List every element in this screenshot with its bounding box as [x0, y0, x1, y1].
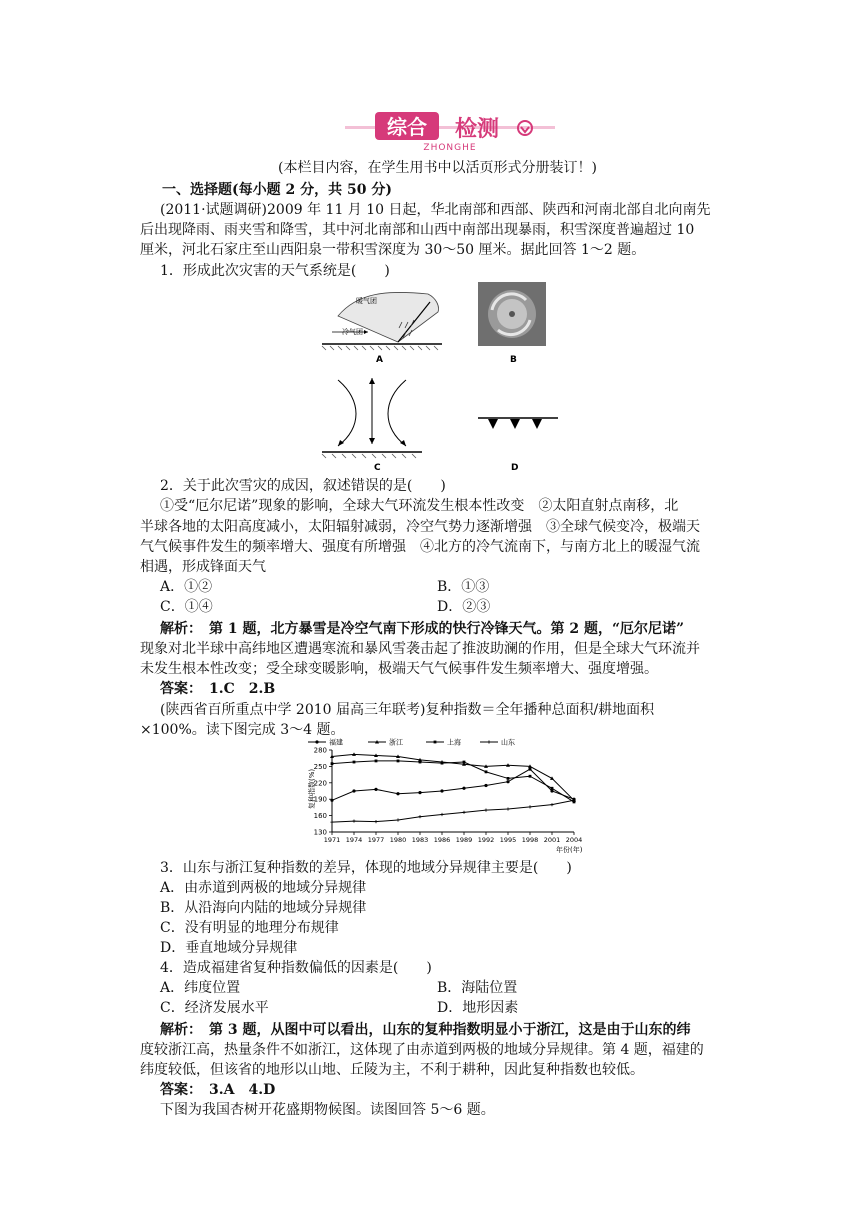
data-point — [396, 818, 399, 821]
legend-label: 上海 — [447, 738, 461, 747]
chart-plot — [330, 752, 576, 823]
data-point — [441, 762, 444, 765]
legend-marker — [434, 741, 437, 744]
series-line-4 — [332, 800, 574, 822]
intro-line: 后出现降雨、雨夹雪和降雪，其中河北南部和山西中南部出现暴雨，积雪深度普遍超过 10 — [140, 222, 695, 238]
q2-option-b: B．①③ — [437, 579, 490, 595]
x-tick-label: 1992 — [477, 836, 495, 844]
question-3: 3．山东与浙江复种指数的差异，体现的地域分异规律主要是( ) — [160, 860, 572, 876]
multiple-cropping-chart — [300, 736, 590, 856]
q2-text-line: ①受“厄尔尼诺”现象的影响，全球大气环流发生根本性改变 ②太阳直射点南移，北 — [160, 498, 679, 514]
y-tick-label: 280 — [313, 746, 327, 755]
intro3: 下图为我国杏树开花盛期物候图。读图回答 5～6 题。 — [160, 1102, 495, 1118]
header-note: (本栏目内容，在学生用书中以活页形式分册装订！) — [278, 160, 597, 176]
explanation-line: 未发生根本性改变；受全球变暖影响，极端天气气候事件发生频率增大、强度增强。 — [140, 661, 658, 677]
explanation-line: 现象对北半球中高纬地区遭遇寒流和暴风雪袭击起了推波助澜的作用，但是全球大气环流并 — [140, 641, 700, 657]
data-point — [506, 807, 509, 810]
data-point — [507, 777, 510, 780]
x-tick-label: 1986 — [433, 836, 451, 844]
figure-b-satellite — [478, 282, 546, 365]
figure-a-cold-front — [322, 292, 442, 365]
q2-text-line: 气气候事件发生的频率增大、强度有所增强 ④北方的冷气流南下，与南方北上的暖湿气流 — [140, 539, 700, 555]
data-point — [484, 784, 487, 787]
question-2: 2．关于此次雪灾的成因，叙述错误的是( ) — [160, 478, 446, 494]
data-point — [463, 761, 466, 764]
x-tick-label: 1971 — [323, 836, 341, 844]
explanation2-line: 解析： 第 3 题，从图中可以看出，山东的复种指数明显小于浙江，这是由于山东的纬 — [160, 1022, 691, 1038]
q4-option-c: C．经济发展水平 — [160, 1000, 269, 1016]
y-tick-label: 250 — [313, 762, 327, 771]
q2-option-c: C．①④ — [160, 599, 213, 615]
q4-option-d: D．地形因素 — [437, 1000, 519, 1016]
legend-label: 福建 — [329, 738, 343, 747]
data-point — [528, 805, 531, 808]
cold-air-label: 冷气团 — [342, 328, 363, 336]
explanation2-line: 纬度较低，但该省的地形以山地、丘陵为主，不利于耕种，因此复种指数也较低。 — [140, 1062, 644, 1078]
data-point — [330, 821, 333, 824]
legend-label: 山东 — [501, 738, 515, 747]
chart-legend — [308, 738, 515, 747]
q4-option-a: A．纬度位置 — [160, 980, 241, 996]
legend-marker — [315, 740, 318, 743]
answer-2: 答案： 3.A 4.D — [160, 1082, 276, 1098]
data-point — [418, 815, 421, 818]
data-point — [550, 803, 553, 806]
x-tick-label: 1977 — [367, 836, 385, 844]
banner-title-1: 综合 — [387, 115, 427, 139]
q2-option-d: D．②③ — [437, 599, 491, 615]
data-point — [440, 813, 443, 816]
data-point — [462, 811, 465, 814]
x-tick-label: 1995 — [499, 836, 517, 844]
data-point — [331, 762, 334, 765]
data-point — [418, 791, 421, 794]
y-axis-label: 复种指数(%) — [308, 768, 316, 809]
question-4: 4．造成福建省复种指数偏低的因素是( ) — [160, 960, 432, 976]
data-point — [551, 787, 554, 790]
q2-text-line: 半球各地的太阳高度减小，太阳辐射减弱，冷空气势力逐渐增强 ③全球气候变冷，极端天 — [140, 519, 700, 535]
data-point — [352, 819, 355, 822]
figure-label-d: D — [511, 463, 519, 472]
y-tick-label: 130 — [313, 828, 327, 837]
section-title: 一、选择题(每小题 2 分，共 50 分) — [162, 182, 392, 198]
q3-option-c: C．没有明显的地理分布规律 — [160, 920, 339, 936]
intro-line: (2011·试题调研)2009 年 11 月 10 日起，华北南部和西部、陕西和河南北部自北向南先 — [160, 202, 711, 218]
data-point — [485, 770, 488, 773]
x-tick-label: 1983 — [411, 836, 429, 844]
warm-air-label: 暖气团 — [356, 297, 377, 305]
q3-option-d: D．垂直地域分异规律 — [160, 940, 298, 956]
explanation2-line: 度较浙江高，热量条件不如浙江，这体现了由赤道到两极的地域分异规律。第 4 题，福建的 — [140, 1042, 704, 1058]
data-point — [396, 792, 399, 795]
data-point — [353, 761, 356, 764]
data-point — [484, 809, 487, 812]
data-point — [440, 789, 443, 792]
data-point — [529, 775, 532, 778]
data-point — [397, 760, 400, 763]
legend-marker — [487, 740, 490, 743]
explanation-line: 解析： 第 1 题，北方暴雪是冷空气南下形成的快行冷锋天气。第 2 题，“厄尔尼诺” — [160, 621, 685, 637]
y-tick-label: 160 — [313, 812, 327, 821]
data-point — [374, 820, 377, 823]
x-tick-label: 2004 — [565, 836, 583, 844]
data-point — [330, 799, 333, 802]
x-tick-label: 1989 — [455, 836, 473, 844]
figure-label-a: A — [376, 355, 383, 365]
data-point — [528, 768, 531, 771]
x-tick-label: 1998 — [521, 836, 539, 844]
y-tick-label: 190 — [313, 795, 327, 804]
data-point — [462, 787, 465, 790]
data-point — [374, 788, 377, 791]
answer-1: 答案： 1.C 2.B — [160, 681, 276, 697]
x-tick-label: 2001 — [543, 836, 561, 844]
q3-option-a: A．由赤道到两极的地域分异规律 — [160, 880, 367, 896]
y-tick-label: 220 — [313, 779, 327, 788]
figure-c-airflow — [322, 378, 422, 472]
q4-option-b: B．海陆位置 — [437, 980, 518, 996]
q2-option-a: A．①② — [160, 579, 213, 595]
data-point — [352, 789, 355, 792]
data-point — [550, 789, 553, 792]
legend-label: 浙江 — [389, 738, 403, 747]
series-line-1 — [332, 769, 574, 800]
q3-option-b: B．从沿海向内陆的地域分异规律 — [160, 900, 367, 916]
data-point — [506, 780, 509, 783]
series-line-3 — [332, 761, 574, 802]
data-point — [375, 760, 378, 763]
x-tick-label: 1980 — [389, 836, 407, 844]
header-banner — [345, 108, 555, 152]
x-tick-label: 1974 — [345, 836, 363, 844]
figure-label-b: B — [510, 355, 517, 365]
banner-graphic — [345, 108, 555, 152]
data-point — [419, 761, 422, 764]
intro-line: 厘米，河北石家庄至山西阳泉一带积雪深度为 30～50 厘米。据此回答 1～2 题。 — [140, 242, 646, 258]
q2-text-line: 相遇，形成锋面天气 — [140, 559, 266, 575]
x-axis-label: 年份(年) — [556, 846, 583, 854]
banner-title-2: 检测 — [454, 117, 500, 142]
weather-systems-figure — [318, 282, 558, 472]
figure-d-front-symbol — [478, 418, 558, 472]
intro2-line: (陕西省百所重点中学 2010 届高三年联考)复种指数＝全年播种总面积/耕地面积 — [160, 702, 655, 718]
figure-label-c: C — [374, 463, 381, 472]
question-1: 1．形成此次灾害的天气系统是( ) — [160, 263, 390, 279]
intro2-line: ×100%。读下图完成 3～4 题。 — [140, 722, 345, 738]
banner-pinyin: ZHONGHE — [423, 143, 477, 152]
